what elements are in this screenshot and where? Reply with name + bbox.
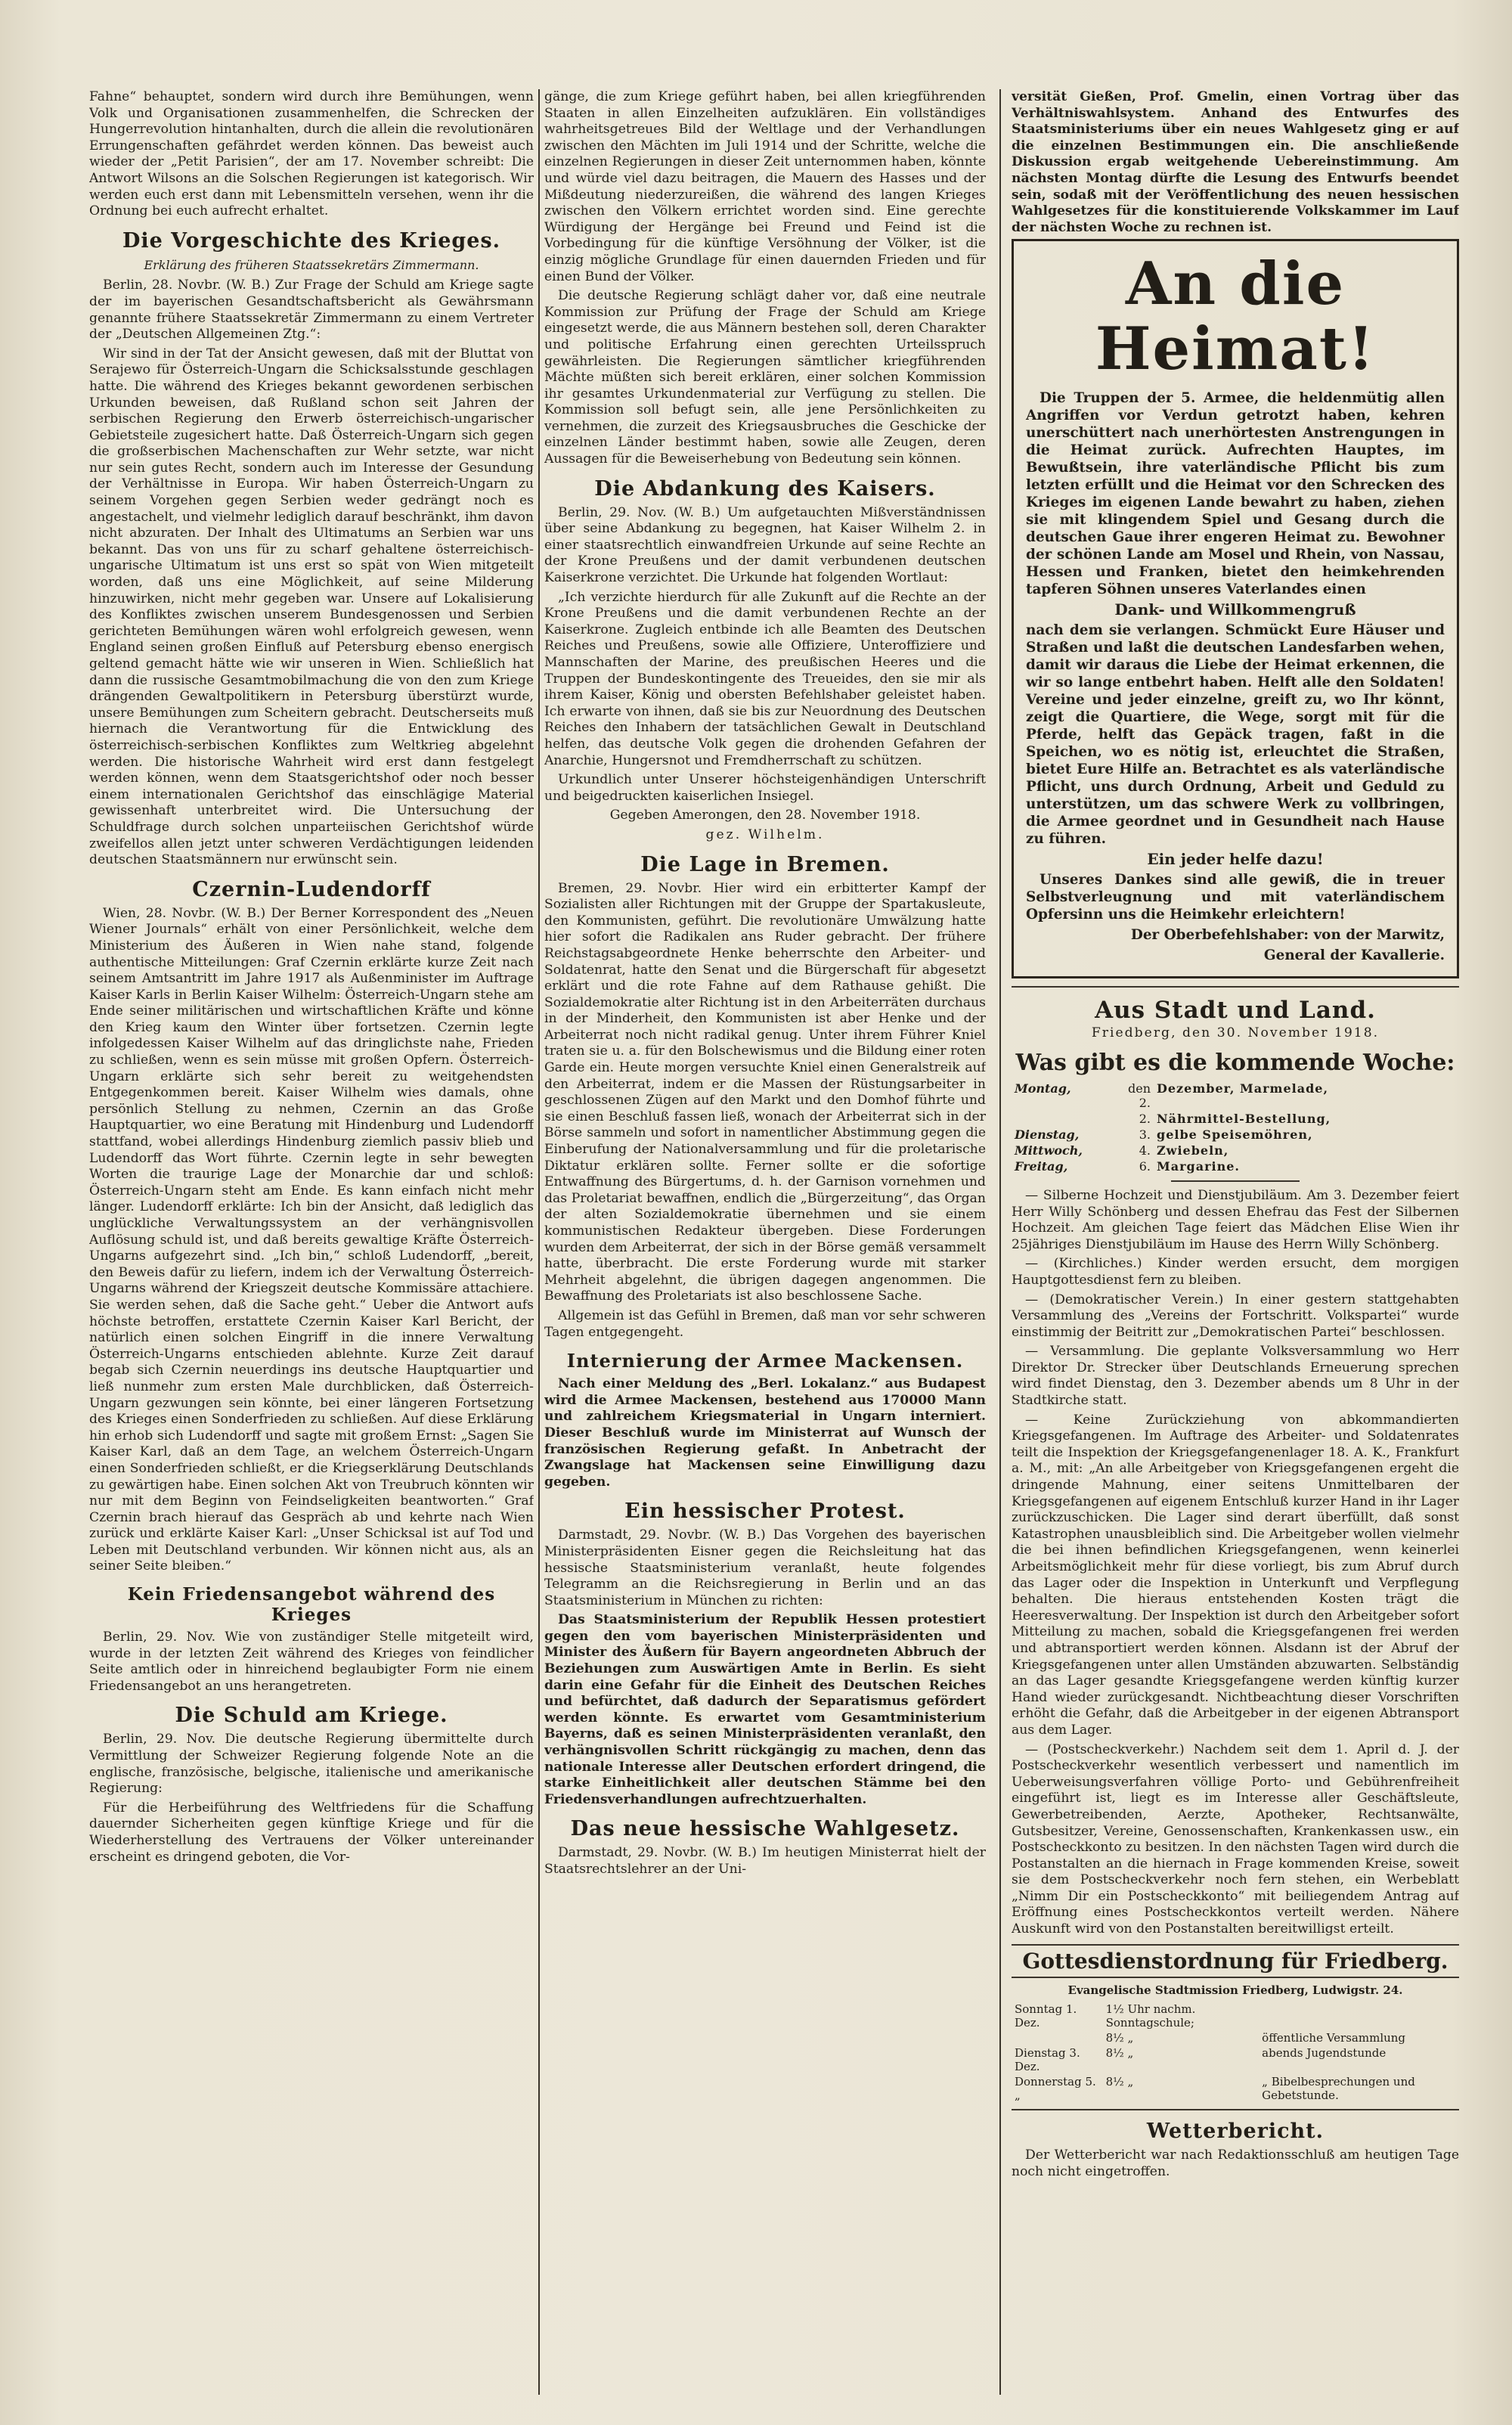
article-continuation: versität Gießen, Prof. Gmelin, einen Vortrag über das Verhältniswahlsystem. Anhand des Entwurfes des Staatsministeriums über ein neues Wahlgesetz ging er auf die einzelnen Bestimmungen ein. Die anschließende Diskussion ergab weitgehende Uebereinstimmung. Am nächsten Montag dürfte die Lesung des Entwurfs beendet sein, sodaß mit der Veröffentlichung des neuen hessischen Wahlgesetzes für die konstituierende Volkskammer im Lauf der nächsten Woche zu rechnen ist. (1012, 89, 1459, 235)
proclamation-title: An die Heimat! (1095, 250, 1376, 384)
article-paragraph: Darmstadt, 29. Novbr. (W. B.) Das Vorgehen des bayerischen Ministerpräsidenten Eisner gegen die Reichsleitung hat das hessische Staatsministerium veranlaßt, heute folgendes Telegramm an die Reichsregierung in Berlin und an das Staatsministerium in München zu richten: (544, 1527, 986, 1608)
church-day (1012, 2030, 1103, 2045)
proclamation-heading: Ein jeder helfe dazu! (1147, 850, 1324, 869)
section-title-wetter: Wetterbericht. (1146, 2120, 1325, 2144)
column-right (1012, 89, 1459, 2395)
article-dateline: Gegeben Amerongen, den 28. November 1918. (609, 808, 921, 823)
church-time: 8½ „ (1105, 2046, 1134, 2061)
church-row (1012, 2074, 1459, 2103)
church-time: 1½ Uhr nachm. Sonntagschule; (1105, 2002, 1196, 2030)
article-title-wahlgesetz: Das neue hessische Wahlgesetz. (570, 1817, 960, 1841)
divider (1171, 1180, 1300, 1182)
church-event (1259, 2002, 1459, 2030)
church-event: öffentliche Versammlung (1262, 2031, 1406, 2045)
article-paragraph: Die deutsche Regierung schlägt daher vor, daß eine neutrale Kommission zur Prüfung der Frage der Schuld am Kriege eingesetzt werde, die aus Männern bestehen soll, deren Charakter und politische Erfahrung einen gerechten Urteilsspruch gewährleisten. Die Regierungen sämtlicher kriegführenden Mächte müßten sich bereit erklären, einer solchen Kommission ihr gesamtes Urkundenmaterial zur Verfügung zu stellen. Die Kommission soll befugt sein, alle jene Persönlichkeiten zu vernehmen, die zurzeit des Kriegsausbruches die Geschicke der einzelnen Länder bestimmt haben, sowie alle Zeugen, deren Aussagen für die Beweiserhebung von Bedeutung sein können. (544, 288, 986, 467)
article-title-bremen: Die Lage in Bremen. (640, 852, 890, 876)
schedule-item: Dezember, Marmelade, (1157, 1081, 1329, 1096)
local-news-item: — Keine Zurückziehung von abkommandierten Kriegsgefangenen. Im Auftrage des Arbeiter- und Soldatenrates teilt die Inspektion der Kriegsgefangenenlager 18. A. K., Frankfurt a. M., mit: „An alle Arbeitgeber von Kriegsgefangenen ergeht die dringende Mahnung, einer seitens Unmittelbaren der Kriegsgefangenen auf eigenem Entschluß kurzer Hand in ihr Lager zurückzuschicken. Die Lager sind derart überfüllt, daß sonst Katastrophen unausbleiblich sind. Die Arbeitgeber wollen vielmehr die bei ihnen befindlichen Kriegsgefangenen, wenn keinerlei Arbeitsmöglichkeit mehr für diese vorliegt, bis zum Abruf durch das Lager oder die Inspektion in Unterkunft und Verpflegung behalten. Die hieraus entstehenden Kosten trägt die Heeresverwaltung. Der Inspektion ist durch den Arbeitgeber sofort Mitteilung zu machen, sobald die Kriegsgefangenen frei werden und abtransportiert werden können. Alsdann ist der Abruf der Kriegsgefangenen unter allen Umständen abzuwarten. Selbständig an das Lager gesandte Kriegsgefangene werden künftig kurzer Hand wieder zurückgesandt. Nichtbeachtung dieser Vorschriften erhöht die Gefahr, daß die Arbeitgeber in der eigenen Abtransport aus dem Lager. (1012, 1412, 1459, 1738)
proclamation-paragraph: Die Truppen der 5. Armee, die heldenmütig allen Angriffen vor Verdun getrotzt haben, kehren unerschüttert nach unerhörtesten Anstrengungen in die Heimat zurück. Aufrechten Hauptes, im Bewußtsein, ihre vaterländische Pflicht bis zum letzten erfüllt und die Heimat vor den Schrecken des Krieges im eigenen Lande bewahrt zu haben, ziehen sie mit klingendem Spiel und Gesang durch die deutschen Gaue ihrer engeren Heimat zu. Bewohner der schönen Lande am Mosel und Rhein, von Nassau, Hessen und Franken, bietet den heimkehrenden tapferen Söhnen unseres Vaterlandes einen (1026, 390, 1445, 598)
week-schedule (1012, 1081, 1459, 1174)
local-news-item: — (Postscheckverkehr.) Nachdem seit dem 1. April d. J. der Postscheckverkehr wesentlich verbessert und namentlich im Ueberweisungsverfahren völlige Porto- und Gebührenfreiheit eingeführt ist, liegt es im Interesse aller Geschäftsleute, Gewerbetreibenden, Aerzte, Apotheker, Rechtsanwälte, Gutsbesitzer, Vereine, Genossenschaften, Krankenkassen usw., ein Postscheckkonto zu besitzen. In den nächsten Tagen wird durch die Postanstalten an die hiernach in Frage kommenden Kreise, soweit sie dem Postscheckverkehr noch fern stehen, ein Werbeblatt „Nimm Dir ein Postscheckkonto“ mit beiliegendem Antrag auf Eröffnung eines Postscheckkontos verteilt werden. Nähere Auskunft wird von den Postanstalten bereitwilligst erteilt. (1012, 1741, 1459, 1937)
church-schedule (1012, 2002, 1459, 2103)
schedule-date: 3. (1139, 1127, 1151, 1142)
local-news-item: — Versammlung. Die geplante Volksversammlung wo Herr Direktor Dr. Strecker über Deutschlands Erneuerung sprechen wird findet Dienstag, den 3. Dezember abends um 8 Uhr in der Stadtkirche statt. (1012, 1344, 1459, 1409)
church-row (1012, 2030, 1459, 2045)
article-paragraph: Für die Herbeiführung des Weltfriedens für die Schaffung dauernder Sicherheiten gegen künftige Kriege und für die Wiederherstellung des Vertrauens der Völker untereinander erscheint es dringend geboten, die Vor- (89, 1800, 534, 1865)
article-paragraph: Urkundlich unter Unserer höchsteigenhändigen Unterschrift und beigedruckten kaiserlichen Insiegel. (544, 772, 986, 804)
schedule-item: Nährmittel-Bestellung, (1157, 1111, 1331, 1126)
schedule-row (1012, 1127, 1459, 1143)
article-subtitle: Erklärung des früheren Staatssekretärs Zimmermann. (144, 257, 479, 272)
local-news-item: — (Kirchliches.) Kinder werden ersucht, dem morgigen Hauptgottesdienst fern zu bleiben. (1012, 1256, 1459, 1288)
article-continuation: Fahne“ behauptet, sondern wird durch ihre Bemühungen, wenn Volk und Organisationen zusammenhelfen, die Schrecken der Hungerrevolution hintanhalten, durch die allein die revolutionären Errungenschaften gefährdet werden können. Das beweist auch wieder der „Petit Parisien“, der am 17. November schreibt: Die Antwort Wilsons an die Solschen Regierungen ist kategorisch. Wir werden euch erst dann mit Lebensmitteln versehen, wenn ihr die Ordnung bei euch aufrecht erhaltet. (89, 89, 534, 219)
schedule-date: den 2. (1127, 1081, 1151, 1110)
proclamation-heading: Dank- und Willkommengruß (1114, 600, 1356, 619)
article-paragraph: Bremen, 29. Novbr. Hier wird ein erbitterter Kampf der Sozialisten aller Richtungen mit der Gruppe der Spartakusleute, den Kommunisten, geführt. Die revolutionäre Umwälzung hatte hier sofort die Radikalen ans Ruder gebracht. Der frühere Reichstagsabgeordnete Henke beherrschte den Arbeiter- und Soldatenrat, hatte den Senat und die Bürgerschaft für abgesetzt erklärt und die rote Fahne auf dem Rathause gehißt. Die Sozialdemokratie alter Richtung ist in den Arbeiterräten durchaus in der Minderheit, den Kommunisten ist aber Henke und der Arbeiterrat noch nicht radikal genug. Unter ihrem Führer Kniel traten sie u. a. für den Bolschewismus und die Bildung einer roten Garde ein. Heute morgen versuchte Kniel einen Generalstreik auf den Arbeiterrat, indem er die Massen der Rüstungsarbeiter in geschlossenen Zügen auf den Markt und den Domhof führte und sie einen Beschluß fassen ließ, wonach der Arbeiterrat sich in der Börse sammeln und sofort in namentlicher Abstimmung gegen die Einberufung der Nationalversammlung und für die proletarische Diktatur erklären sollte. Ferner sollte er die sofortige Entwaffnung des Bürgertums, d. h. der Garnison vornehmen und das Proletariat bewaffnen, endlich die „Bürgerzeitung“, das Organ der alten Sozialdemokratie übernehmen und sie einem kommunistischen Redakteur übergeben. Diese Forderungen wurden dem Arbeiterrat, der sich in der Börse gemäß versammelt hatte, überbracht. Die erste Forderung wurde mit starker Mehrheit abgelehnt, die übrigen dagegen angenommen. Die Bewaffnung des Proletariats ist also beschlossene Sache. (544, 880, 986, 1304)
schedule-day (1012, 1111, 1116, 1127)
article-paragraph: Nach einer Meldung des „Berl. Lokalanz.“ aus Budapest wird die Armee Mackensen, bestehend aus 170000 Mann und zahlreichem Kriegsmaterial in Ungarn interniert. Dieser Beschluß wurde im Ministerrat auf Wunsch der französischen Regierung gefaßt. In Anbetracht der Zwangslage hat Mackensen seine Einwilligung dazu gegeben. (544, 1376, 986, 1490)
article-title-vorgeschichte: Die Vorgeschichte des Krieges. (122, 228, 501, 253)
schedule-day: Freitag, (1015, 1158, 1068, 1174)
schedule-date: 2. (1139, 1111, 1151, 1126)
column-middle (544, 89, 986, 2395)
article-paragraph: Wir sind in der Tat der Ansicht gewesen, daß mit der Bluttat von Serajewo für Österreich-Ungarn die Schicksalsstunde geschlagen hatte. Die während des Krieges bekannt gewordenen serbischen Urkunden beweisen, daß Rußland schon seit Jahren der serbischen Regierung den Erwerb österreichisch-ungarischer Gebietsteile zugesichert hatte. Daß Österreich-Ungarn sich gegen die großserbischen Machenschaften zur Wehr setzte, war nicht nur sein gutes Recht, sondern auch im Interesse der Gesundung der Verhältnisse in Europa. Wir haben Österreich-Ungarn zu seinem Vorgehen gegen Serbien weder gedrängt noch es angestachelt, und vielmehr lediglich darauf beschränkt, ihm davon nicht abzuraten. Der Inhalt des Ultimatums an Serbien war uns bekannt. Das von uns für zu scharf gehaltene österreichisch-ungarische Ultimatum ist uns erst so spät von Wien mitgeteilt worden, daß uns eine Möglichkeit, auf seine Milderung hinzuwirken, nicht mehr gegeben war. Unsere auf Lokalisierung des Konfliktes zwischen unserem Bundesgenossen und Serbien gerichteten Bemühungen wären wohl erfolgreich gewesen, wenn England seinen großen Einfluß auf Petersburg ebenso energisch geltend gemacht hätte wie wir unseren in Wien. Schließlich hat dann die russische Gesamtmobilmachung die von den zum Kriege drängenden Gewaltpolitikern in Petersburg überstürzt wurde, unsere Bemühungen zum Scheitern gebracht. Deutscherseits muß hiernach die Verantwortung für die Entwicklung des österreichisch-serbischen Konfliktes zum Weltkrieg abgelehnt werden. Die historische Wahrheit wird erst dann festgelegt werden können, wenn dem Staatsgerichtshof oder noch besser einem internationalen Gerichtshof das einschlägige Material gewissenhaft unterbreitet wird. Die Untersuchung der Schuldfrage durch solchen unparteiischen Gerichtshof würde zweifellos allen jetzt unter schweren Verdächtigungen leidenden deutschen Staatsmännern nur erwünscht sein. (89, 346, 534, 868)
article-paragraph: Darmstadt, 29. Novbr. (W. B.) Im heutigen Ministerrat hielt der Staatsrechtslehrer an der Uni- (544, 1845, 986, 1877)
article-paragraph: Wien, 28. Novbr. (W. B.) Der Berner Korrespondent des „Neuen Wiener Journals“ erhält von einer Persönlichkeit, welche dem Ministerium des Äußeren in Wien nahe stand, folgende authentische Mitteilungen: Graf Czernin erklärte kurze Zeit nach seinem Amtsantritt im Jahre 1917 als Außenminister im Auftrage Kaiser Karls in Berlin Kaiser Wilhelm: Österreich-Ungarn stehe am Ende seiner militärischen und wirtschaftlichen Kräfte und könne den Krieg kaum den Winter über fortsetzen. Czernin legte infolgedessen Kaiser Wilhelm auf das dringlichste nahe, Frieden zu schließen, wenn es sein müsse mit großen Opfern. Österreich-Ungarn erklärte sich sehr bereit zu weitgehendsten Entgegenkommen bereit. Kaiser Wilhelm wies damals, ohne persönlich Stellung zu nehmen, Czernin an das Große Hauptquartier, wo eine Beratung mit Hindenburg und Ludendorff stattfand, wobei allerdings Hindenburg ziemlich passiv blieb und Ludendorff das Wort führte. Czernin legte in sehr bewegten Worten die traurige Lage der Monarchie dar und schloß: Österreich-Ungarn steht am Ende. Es kann einfach nicht mehr länger. Ludendorff erklärte: Ich bin der Ansicht, daß lediglich das unglückliche Verwaltungssystem an der verhängnisvollen Auflösung schuld ist, und daß bereits gewaltige Kräfte Österreich-Ungarns aufgezehrt sind. „Ich bin,“ schloß Ludendorff, „bereit, den Beweis dafür zu liefern, indem ich der Verwaltung Österreich-Ungarns während der Kriegszeit deutsche Kommissäre attachiere. Sie werden sehen, daß die Sache geht.“ Ueber die Antwort aufs höchste betroffen, erstattete Czernin Kaiser Karl Bericht, der natürlich einen solchen Eingriff in die innere Verwaltung Österreich-Ungarns entschieden ablehnte. Kurze Zeit darauf begab sich Czernin neuerdings ins deutsche Hauptquartier und ließ nunmehr zum ersten Male durchblicken, daß Österreich-Ungarn gezwungen sein könnte, bei einer längeren Fortsetzung des Krieges einen Sonderfrieden zu schließen. Auf diese Erklärung hin erhob sich Ludendorff und sagte mit großem Ernst: „Sagen Sie Kaiser Karl, daß an dem Tage, an welchem Österreich-Ungarn einen Sonderfrieden schließt, er die Kriegserklärung Deutschlands zu gewärtigen habe. Einen solchen Akt von Treubruch könnten wir nur mit dem Beginn von Feindseligkeiten beantworten.“ Graf Czernin brach hierauf das Gespräch ab und kehrte nach Wien zurück und erklärte Kaiser Karl: „Unser Schicksal ist auf Tod und Leben mit Deutschland verbunden. Wir können nicht aus, als an seiner Seite bleiben.“ (89, 905, 534, 1574)
column-left (89, 89, 534, 2395)
schedule-row (1012, 1158, 1459, 1174)
church-schedule-subtitle: Evangelische Stadtmission Friedberg, Ludwigstr. 24. (1067, 1983, 1403, 1997)
article-paragraph: Berlin, 29. Nov. Wie von zuständiger Stelle mitgeteilt wird, wurde in der letzten Zeit während des Krieges von feindlicher Seite amtlich oder in hinreichend beglaubigter Form nie einem Friedensangebot an uns herangetreten. (89, 1630, 534, 1694)
divider (1012, 2109, 1459, 2110)
church-schedule-title: Gottesdienstordnung für Friedberg. (1012, 1944, 1459, 1978)
article-title-mackensen: Internierung der Armee Mackensen. (566, 1350, 964, 1372)
schedule-row (1012, 1111, 1459, 1127)
church-day: Sonntag 1. Dez. (1015, 2002, 1077, 2030)
weather-text: Der Wetterbericht war nach Redaktionsschluß am heutigen Tage noch nicht eingetroffen. (1012, 2147, 1459, 2179)
schedule-row (1012, 1143, 1459, 1158)
church-event: abends Jugendstunde (1262, 2046, 1387, 2061)
church-day: Donnerstag 5. „ (1015, 2075, 1096, 2103)
column-rule (999, 89, 1001, 2395)
section-dateline: Friedberg, den 30. November 1918. (1091, 1025, 1380, 1041)
article-title-czernin: Czernin-Ludendorff (192, 877, 431, 901)
church-row (1012, 2002, 1459, 2030)
article-paragraph: Allgemein ist das Gefühl in Bremen, daß man vor sehr schweren Tagen entgegengeht. (544, 1307, 986, 1340)
schedule-day: Mittwoch, (1015, 1143, 1083, 1158)
article-paragraph: Berlin, 29. Nov. (W. B.) Um aufgetauchten Mißverständnissen über seine Abdankung zu begegnen, hat Kaiser Wilhelm 2. in einer staatsrechtlich einwandfreien Urkunde auf seine Rechte an der Krone Preußens und der damit verbundenen deutschen Kaiserkrone verzichtet. Die Urkunde hat folgenden Wortlaut: (544, 504, 986, 586)
section-title-stadt: Aus Stadt und Land. (1095, 997, 1376, 1025)
local-news-item: — (Demokratischer Verein.) In einer gestern stattgehabten Versammlung des „Vereins der Fortschritt. Volkspartei“ wurde einstimmig der Beitritt zur „Demokratischen Partei“ beschlossen. (1012, 1292, 1459, 1340)
schedule-item: Zwiebeln, (1157, 1143, 1229, 1158)
article-paragraph: Das Staatsministerium der Republik Hessen protestiert gegen den vom bayerischen Ministerpräsidenten und Minister des Äußern für Bayern angeordneten Abbruch der Beziehungen zum Auswärtigen Amte in Berlin. Es sieht darin eine Gefahr für die Einheit des Deutschen Reiches und befürchtet, daß dadurch der Separatismus gefördert werden könnte. Es erwartet vom Gesamtministerium Bayerns, daß es seinen Ministerpräsidenten veranlaßt, den verhängnisvollen Schritt rückgängig zu machen, denn das nationale Interesse aller Deutschen erfordert dringend, die starke Einheitlichkeit aller deutschen Stämme bei den Friedensverhandlungen aufrechtzuerhalten. (544, 1612, 986, 1807)
week-list-heading: Was gibt es die kommende Woche: (1015, 1049, 1455, 1076)
proclamation-box (1012, 239, 1459, 978)
church-time: 8½ „ (1105, 2075, 1134, 2089)
column-rule (538, 89, 540, 2395)
church-day: Dienstag 3. Dez. (1015, 2046, 1080, 2074)
proclamation-paragraph: nach dem sie verlangen. Schmückt Eure Häuser und Straßen und laßt die deutschen Landesfarben wehen, damit wir daraus die Liebe der Heimat erkennen, die wir so lange entbehrt haben. Helft alle den Soldaten! Vereine und jeder einzelne, greift zu, wo Ihr könnt, zeigt die Quartiere, die Wege, sorgt mit für die Pferde, helft das Gepäck tragen, faßt in die Speichen, wo es nötig ist, erleuchtet die Straßen, bietet Eure Hilfe an. Betrachtet es als vaterländische Pflicht, uns durch Ordnung, Arbeit und Geduld zu unterstützen, um das schwere Werk zu vollbringen, die Armee geordnet und in Gesundheit nach Hause zu führen. (1026, 622, 1445, 848)
proclamation-signature-rank: General der Kavallerie. (1263, 947, 1445, 964)
article-paragraph: Berlin, 29. Nov. Die deutsche Regierung übermittelte durch Vermittlung der Schweizer Regierung folgende Note an die englische, französische, belgische, italienische und amerikanische Regierung: (89, 1732, 534, 1797)
proclamation-paragraph: Unseres Dankes sind alle gewiß, die in treuer Selbstverleugnung und mit vaterländischem Opfersinn uns die Heimkehr erleichtern! (1026, 872, 1445, 923)
article-signature: gez. Wilhelm. (705, 826, 825, 842)
schedule-item: gelbe Speisemöhren, (1157, 1127, 1313, 1142)
article-title-friedensangebot: Kein Friedensangebot während des Krieges (127, 1584, 496, 1626)
church-event: „ Bibelbesprechungen und Gebetstunde. (1262, 2075, 1415, 2103)
article-title-abdankung: Die Abdankung des Kaisers. (594, 476, 936, 501)
schedule-day: Dienstag, (1015, 1127, 1080, 1142)
article-paragraph: „Ich verzichte hierdurch für alle Zukunft auf die Rechte an der Krone Preußens und die damit verbundenen Rechte an der Kaiserkrone. Zugleich entbinde ich alle Beamten des Deutschen Reiches und Preußens, sowie alle Offiziere, Unteroffiziere und Mannschaften der Marine, des preußischen Heeres und die Truppen der Bundeskontingente des Treueides, den sie mir als ihrem Kaiser, König und obersten Befehlshaber geleistet haben. Ich erwarte von ihnen, daß sie bis zur Neuordnung des Deutschen Reiches den Inhabern der tatsächlichen Gewalt in Deutschland helfen, das deutsche Volk gegen die drohenden Gefahren der Anarchie, Hungersnot und Fremdherrschaft zu schützen. (544, 589, 986, 768)
article-title-schuld: Die Schuld am Kriege. (175, 1704, 448, 1728)
schedule-item: Margarine. (1157, 1158, 1240, 1174)
church-row (1012, 2045, 1459, 2074)
schedule-day: Montag, (1015, 1081, 1071, 1096)
schedule-row (1012, 1081, 1459, 1111)
proclamation-signature: Der Oberbefehlshaber: von der Marwitz, (1130, 927, 1445, 944)
divider (1012, 986, 1459, 988)
article-continuation: gänge, die zum Kriege geführt haben, bei allen kriegführenden Staaten in allen Einzelheiten aufzuklären. Ein vollständiges wahrheitsgetreues Bild der Weltlage und der Verhandlungen zwischen den Mächten im Juli 1914 und der Schritte, welche die einzelnen Regierungen in dieser Zeit unternommen haben, könnte und würde viel dazu beitragen, die Mauern des Hasses und der Mißdeutung niederzureißen, die während des langen Krieges zwischen den Völkern errichtet worden sind. Eine gerechte Würdigung der Hergänge bei Freund und Feind ist die Vorbedingung für die künftige Versöhnung der Völker, ist die einzig mögliche Grundlage für einen dauernden Frieden und für einen Bund der Völker. (544, 89, 986, 284)
article-paragraph: Berlin, 28. Novbr. (W. B.) Zur Frage der Schuld am Kriege sagte der im bayerischen Gesandtschaftsbericht als Gewährsmann genannte frühere Staatssekretär Zimmermann zu einem Vertreter der „Deutschen Allgemeinen Ztg.“: (89, 278, 534, 343)
article-title-protest: Ein hessischer Protest. (624, 1499, 906, 1524)
local-news-item: — Silberne Hochzeit und Dienstjubiläum. Am 3. Dezember feiert Herr Willy Schönberg und dessen Ehefrau das Fest der Silbernen Hochzeit. Am gleichen Tage feiert das Mädchen Elise Wien ihr 25jähriges Dienstjubiläum im Hause des Herrn Willy Schönberg. (1012, 1187, 1459, 1252)
church-time: 8½ „ (1105, 2031, 1134, 2045)
schedule-date: 6. (1139, 1158, 1151, 1174)
schedule-date: 4. (1139, 1143, 1151, 1158)
